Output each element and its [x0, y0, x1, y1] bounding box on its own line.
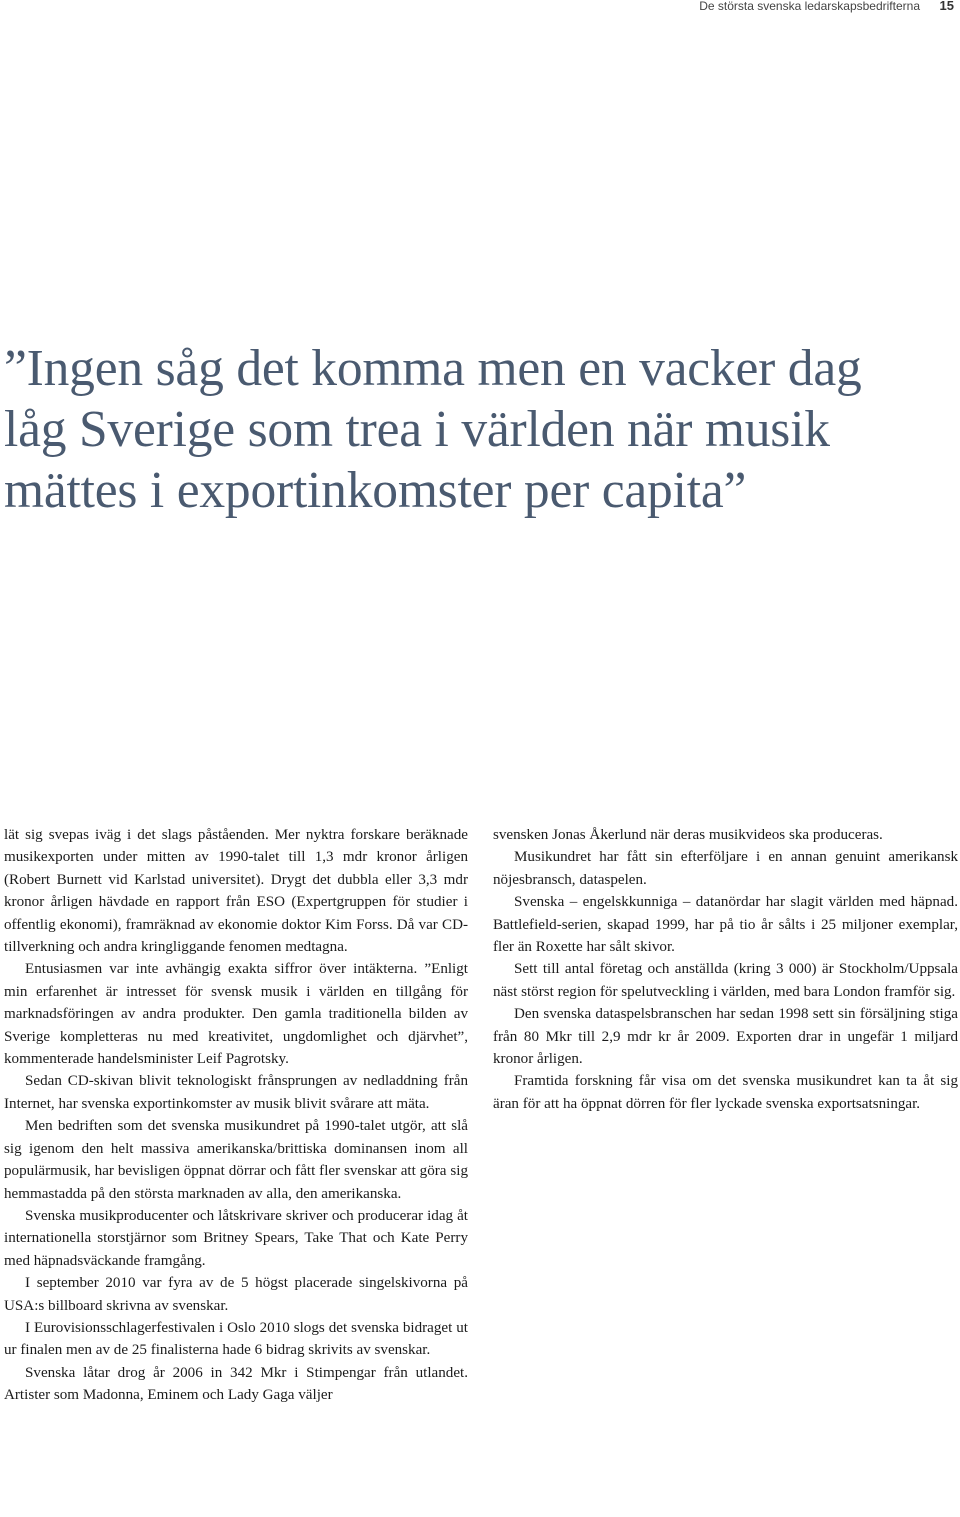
paragraph: lät sig svepas iväg i det slags påståenden. Mer nyktra forskare beräknade musikexporten under mitten av 1990-talet till 1,3 mdr kronor årligen (Robert Burnett vid Karlstad universitet). Drygt det dubbla eller 3,3 mdr kronor årligen hävdade en rapport från ESO (Expertgruppen för studier i offentlig ekonomi), framräknad av ekonomie doktor Kim Forss. Då var CD-tillverkning och andra kringliggande fenomen medtagna. [4, 827, 468, 956]
pull-quote-line: låg Sverige som trea i världen när musik [4, 401, 830, 458]
page-number: 15 [939, 0, 954, 13]
paragraph: Framtida forskning får visa om det svenska musikundret kan ta åt sig äran för att ha öppnat dörren för fler lyckade svenska exportsatsningar. [493, 1073, 958, 1112]
paragraph: Den svenska dataspelsbranschen har sedan 1998 sett sin försäljning stiga från 80 Mkr till 2,9 mdr kr år 2009. Exporten drar in ungefär 1 miljard kronor årligen. [493, 1006, 958, 1068]
right-text-column [493, 824, 958, 1115]
pull-quote [4, 338, 959, 521]
paragraph: Svenska låtar drog år 2006 in 342 Mkr i Stimpengar från utlandet. Artister som Madonna, Eminem och Lady Gaga väljer [4, 1364, 468, 1404]
pull-quote-line: mättes i exportinkomster per capita” [4, 462, 747, 519]
paragraph: Men bedriften som det svenska musikundret på 1990-talet utgör, att slå sig igenom den helt massiva amerikanska/brittiska dominansen inom all populärmusik, har bevisligen öppnat dörrar och fått fler svenskar att göra sig hemmastadda på den största marknaden av alla, den amerikanska. [4, 1118, 468, 1202]
paragraph: svensken Jonas Åkerlund när deras musikvideos ska produceras. [493, 827, 883, 843]
paragraph: Sedan CD-skivan blivit teknologiskt frånsprungen av nedladdning från Internet, har svenska exportinkomster av musik blivit svårare att mäta. [4, 1073, 468, 1112]
paragraph: Svenska musikproducenter och låtskrivare skriver och producerar idag åt internationella storstjärnor som Britney Spears, Take That och Kate Perry med häpnadsväckande framgång. [4, 1207, 468, 1269]
paragraph: I september 2010 var fyra av de 5 högst placerade singelskivorna på USA:s billboard skrivna av svenskar. [4, 1275, 468, 1314]
paragraph: Svenska – engelskkunniga – datanördar har slagit världen med häpnad. Battlefield-serien, skapad 1999, har på tio år sålts i 25 miljoner exemplar, fler än Roxette har sålt skivor. [493, 894, 958, 956]
running-title: De största svenska ledarskapsbedrifterna [699, 0, 920, 13]
paragraph: I Eurovisionsschlagerfestivalen i Oslo 2010 slogs det svenska bidraget ut ur finalen men av de 25 finalisterna hade 6 bidrag skrivits av svenskar. [4, 1319, 468, 1359]
page-header [0, 0, 960, 14]
left-text-column [4, 824, 468, 1407]
paragraph: Entusiasmen var inte avhängig exakta siffror över intäkterna. ”Enligt min erfarenhet är intresset för svensk musik i världen en tillgång för marknadsföringen av andra produkter. Den gamla traditionella bilden av Sverige kompletteras nu med kreativitet, ungdomlighet och djärvhet”, kommenterade handelsminister Leif Pagrotsky. [4, 961, 468, 1068]
paragraph: Sett till antal företag och anställda (kring 3 000) är Stockholm/Uppsala näst störst region för spelutveckling i världen, med bara London framför sig. [493, 961, 958, 1000]
paragraph: Musikundret har fått sin efterföljare i en annan genuint amerikansk nöjesbransch, dataspelen. [493, 849, 958, 888]
pull-quote-line: ”Ingen såg det komma men en vacker dag [4, 340, 862, 397]
